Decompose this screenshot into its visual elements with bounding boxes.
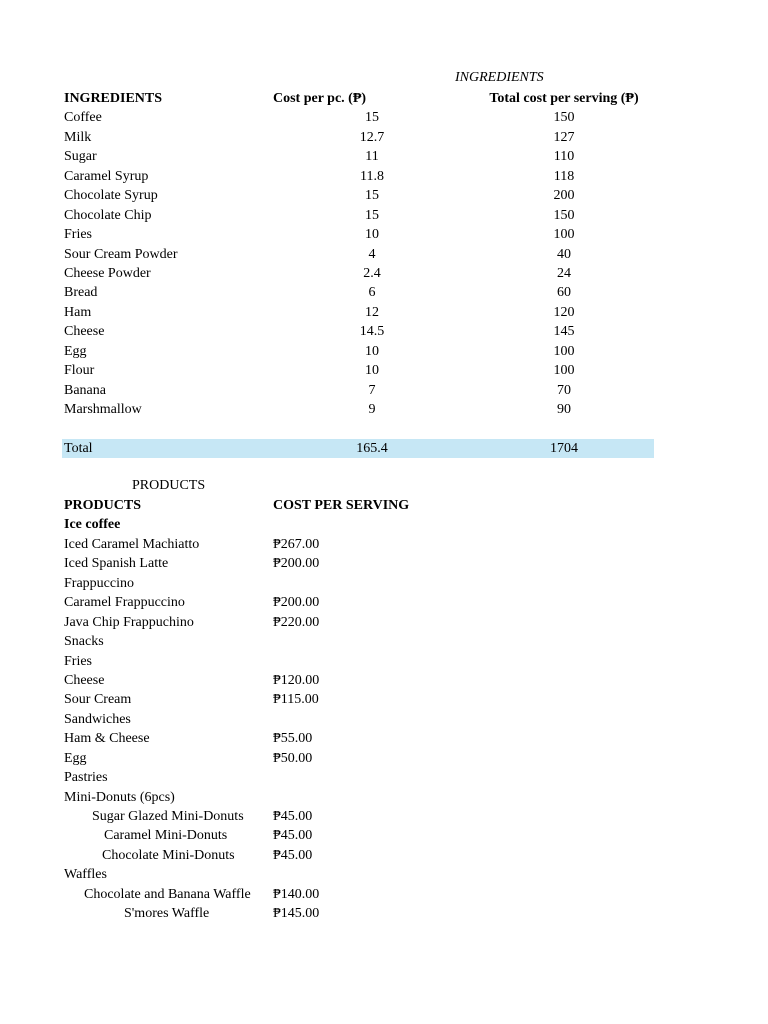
ingredient-name: Fries <box>64 227 92 243</box>
product-row <box>62 554 462 573</box>
product-row <box>62 671 462 690</box>
ingredient-total: 145 <box>553 324 575 340</box>
ingredient-name: Ham <box>64 304 92 320</box>
ingredient-total: 100 <box>553 363 575 379</box>
product-price: ₱115.00 <box>273 692 319 708</box>
ingredient-name: Coffee <box>64 110 102 126</box>
product-price: ₱267.00 <box>273 536 320 552</box>
product-price: ₱120.00 <box>273 672 320 688</box>
product-name: S'mores Waffle <box>124 906 210 922</box>
product-price: ₱200.00 <box>273 595 320 611</box>
ingredient-cost: 15 <box>365 207 379 223</box>
product-row <box>62 574 462 593</box>
ingredient-cost: 7 <box>368 382 376 398</box>
header-ingredients: INGREDIENTS <box>64 91 163 106</box>
products-caption: PRODUCTS <box>132 478 206 493</box>
ingredient-row <box>62 264 654 283</box>
ingredient-cost: 15 <box>365 188 379 204</box>
product-price: ₱45.00 <box>273 828 313 844</box>
ingredient-row <box>62 283 654 302</box>
ingredient-cost: 6 <box>368 285 376 301</box>
ingredient-total: 150 <box>553 207 575 223</box>
ingredient-total: 127 <box>553 129 575 145</box>
product-row <box>62 768 462 787</box>
ingredient-name: Cheese Powder <box>64 265 151 281</box>
ingredient-total: 24 <box>557 265 571 281</box>
ingredient-cost: 14.5 <box>359 324 385 340</box>
ingredient-row <box>62 381 654 400</box>
product-name: Fries <box>64 653 92 669</box>
ingredients-header-row <box>62 89 654 108</box>
ingredient-total: 100 <box>553 343 575 359</box>
ingredient-name: Egg <box>64 343 87 359</box>
spacer-row <box>62 419 654 439</box>
ingredient-total: 118 <box>553 168 575 184</box>
product-row <box>62 710 462 729</box>
ingredient-total: 70 <box>557 382 571 398</box>
header-total-cost: Total cost per serving (₱) <box>489 91 639 106</box>
ingredient-row <box>62 206 654 225</box>
product-row <box>62 885 462 904</box>
ingredient-row <box>62 361 654 380</box>
product-row <box>62 846 462 865</box>
ingredient-cost: 9 <box>368 402 376 417</box>
product-price: ₱200.00 <box>273 556 320 572</box>
ingredient-row <box>62 128 654 147</box>
ingredient-row <box>62 225 654 244</box>
products-table <box>62 496 462 924</box>
product-name: Iced Caramel Machiatto <box>64 536 200 552</box>
ingredient-name: Banana <box>64 382 106 398</box>
product-row <box>62 826 462 845</box>
product-row <box>62 749 462 768</box>
ingredient-row <box>62 400 654 419</box>
total-serving: 1704 <box>550 440 578 456</box>
product-row <box>62 652 462 671</box>
ingredient-cost: 4 <box>368 246 376 262</box>
ingredient-total: 90 <box>557 402 571 417</box>
ingredient-row <box>62 322 654 341</box>
product-name: Sour Cream <box>64 692 132 708</box>
total-row <box>62 439 654 458</box>
product-row <box>62 904 462 923</box>
ingredient-name: Chocolate Chip <box>64 207 152 223</box>
product-name: Pastries <box>64 770 108 786</box>
ingredient-name: Caramel Syrup <box>64 168 149 184</box>
ingredient-name: Sour Cream Powder <box>64 246 178 262</box>
total-cost: 165.4 <box>356 440 388 456</box>
ingredient-cost: 12.7 <box>359 129 385 145</box>
product-row <box>62 515 462 534</box>
ingredients-table <box>62 89 654 458</box>
product-name: Chocolate Mini-Donuts <box>102 847 235 863</box>
product-name: Cheese <box>64 672 105 688</box>
header-cost-per-pc: Cost per pc. (₱) <box>273 91 367 106</box>
header-cost-per-serving: COST PER SERVING <box>273 498 410 513</box>
product-price: ₱50.00 <box>273 750 313 766</box>
product-row <box>62 632 462 651</box>
product-name: Sugar Glazed Mini-Donuts <box>92 809 244 824</box>
ingredient-name: Sugar <box>64 149 97 165</box>
ingredient-cost: 12 <box>365 304 379 320</box>
ingredient-total: 40 <box>557 246 571 262</box>
product-row <box>62 807 462 826</box>
product-price: ₱45.00 <box>273 809 313 824</box>
ingredient-cost: 11 <box>365 149 379 165</box>
product-price: ₱140.00 <box>273 886 320 902</box>
ingredient-cost: 10 <box>365 227 379 243</box>
product-price: ₱145.00 <box>273 906 320 922</box>
product-row <box>62 613 462 632</box>
ingredients-caption: INGREDIENTS <box>455 70 544 85</box>
ingredient-name: Cheese <box>64 324 105 340</box>
ingredient-total: 60 <box>557 285 571 301</box>
product-name: Ice coffee <box>64 517 121 533</box>
product-price: ₱220.00 <box>273 614 320 630</box>
product-name: Chocolate and Banana Waffle <box>84 886 251 902</box>
product-name: Waffles <box>64 867 107 883</box>
product-name: Caramel Mini-Donuts <box>104 828 228 844</box>
ingredient-row <box>62 186 654 205</box>
product-name: Caramel Frappuccino <box>64 595 185 611</box>
product-row <box>62 690 462 709</box>
ingredient-cost: 2.4 <box>363 265 381 281</box>
ingredient-cost: 15 <box>365 110 379 126</box>
header-products: PRODUCTS <box>64 498 142 513</box>
ingredient-total: 120 <box>553 304 575 320</box>
product-row <box>62 535 462 554</box>
ingredient-name: Chocolate Syrup <box>64 188 158 204</box>
product-name: Egg <box>64 750 87 766</box>
ingredient-name: Milk <box>64 129 92 145</box>
ingredient-total: 110 <box>553 149 575 165</box>
ingredient-row <box>62 147 654 166</box>
total-label: Total <box>64 440 93 456</box>
product-row <box>62 865 462 884</box>
product-row <box>62 593 462 612</box>
ingredient-row <box>62 108 654 127</box>
product-price: ₱55.00 <box>273 731 313 747</box>
ingredient-row <box>62 342 654 361</box>
ingredient-cost: 10 <box>365 343 379 359</box>
ingredient-cost: 10 <box>365 363 379 379</box>
products-header-row <box>62 496 462 515</box>
ingredient-name: Flour <box>64 363 95 379</box>
ingredient-row <box>62 167 654 186</box>
product-price: ₱45.00 <box>273 847 313 863</box>
product-row <box>62 729 462 748</box>
ingredient-total: 200 <box>553 188 575 204</box>
product-name: Snacks <box>64 634 104 650</box>
product-name: Sandwiches <box>64 711 131 727</box>
ingredient-total: 100 <box>553 227 575 243</box>
ingredient-name: Marshmallow <box>64 402 142 417</box>
ingredient-row <box>62 303 654 322</box>
product-name: Iced Spanish Latte <box>64 556 169 572</box>
product-name: Java Chip Frappuchino <box>64 614 194 630</box>
product-name: Ham & Cheese <box>64 731 150 747</box>
ingredient-total: 150 <box>553 110 575 126</box>
product-row <box>62 788 462 807</box>
ingredient-name: Bread <box>64 285 98 301</box>
ingredient-cost: 11.8 <box>360 168 384 184</box>
product-name: Mini-Donuts (6pcs) <box>64 789 175 805</box>
product-name: Frappuccino <box>64 575 134 591</box>
ingredient-row <box>62 245 654 264</box>
